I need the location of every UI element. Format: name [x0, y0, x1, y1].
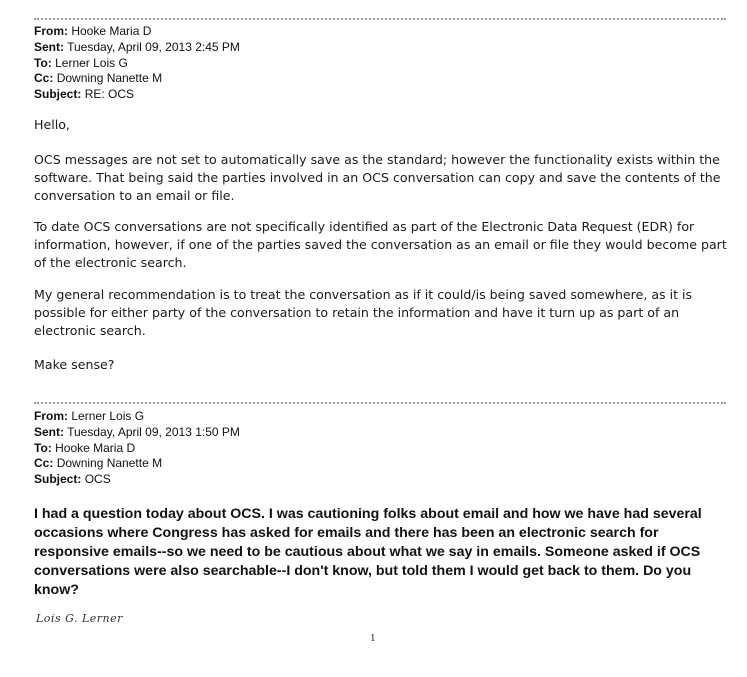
to-value: Lerner Lois G	[55, 55, 128, 70]
cc-value: Downing Nanette M	[56, 456, 163, 471]
sent-row: Sent: Tuesday, April 09, 2013 1:50 PM	[34, 424, 240, 439]
to-row: To: Hooke Maria D	[34, 440, 136, 455]
sent-row: Sent: Tuesday, April 09, 2013 2:45 PM	[34, 39, 240, 54]
sent-value: Tuesday, April 09, 2013 2:45 PM	[67, 39, 240, 54]
subject-value: OCS	[84, 472, 111, 487]
signature: Lois G. Lerner	[36, 612, 123, 625]
from-row: From: Lerner Lois G	[34, 409, 145, 423]
body-paragraph: Hello,	[34, 117, 70, 132]
separator-middle	[34, 402, 726, 404]
from-row: From: Hooke Maria D	[34, 24, 152, 38]
from-value: Lerner Lois G	[71, 409, 145, 423]
cc-row: Cc: Downing Nanette M	[34, 456, 163, 471]
page-number: 1	[370, 632, 376, 644]
subject-row: Subject: RE: OCS	[34, 87, 135, 102]
cc-value: Downing Nanette M	[56, 71, 163, 86]
body-paragraph: Make sense?	[34, 357, 115, 372]
email2-body: I had a question today about OCS. I was cautioning folks about email and how we have had several occasions where Congress has asked for emails and there has been an electronic search for responsive emails--so we need to be cautious about what we say in emails. Someone asked if OCS conversations were also searchable--I don't know, but told them I would get back to them. Do you know?	[34, 506, 702, 598]
to-value: Hooke Maria D	[55, 440, 136, 455]
cc-row: Cc: Downing Nanette M	[34, 71, 163, 86]
separator-top	[34, 18, 726, 20]
body-paragraph: My general recommendation is to treat the conversation as if it could/is being saved somewhere, as it is possible for either party of the conversation to retain the information and have it turn up as part of an electronic search.	[34, 287, 693, 338]
from-value: Hooke Maria D	[71, 24, 152, 38]
email1-header	[34, 24, 240, 103]
body-paragraph: OCS messages are not set to automatically save as the standard; however the functionality exists within the software. That being said the parties involved in an OCS conversation can copy and save the contents of the conversation to an email or file.	[34, 152, 721, 203]
sent-value: Tuesday, April 09, 2013 1:50 PM	[67, 424, 240, 439]
subject-row: Subject: OCS	[34, 472, 111, 487]
subject-value: RE: OCS	[84, 87, 135, 102]
body-paragraph: To date OCS conversations are not specifically identified as part of the Electronic Data Request (EDR) for information, however, if one of the parties saved the conversation as an email or file they would become part of the electronic search.	[34, 219, 727, 270]
email2-header	[34, 409, 240, 488]
to-row: To: Lerner Lois G	[34, 55, 128, 70]
